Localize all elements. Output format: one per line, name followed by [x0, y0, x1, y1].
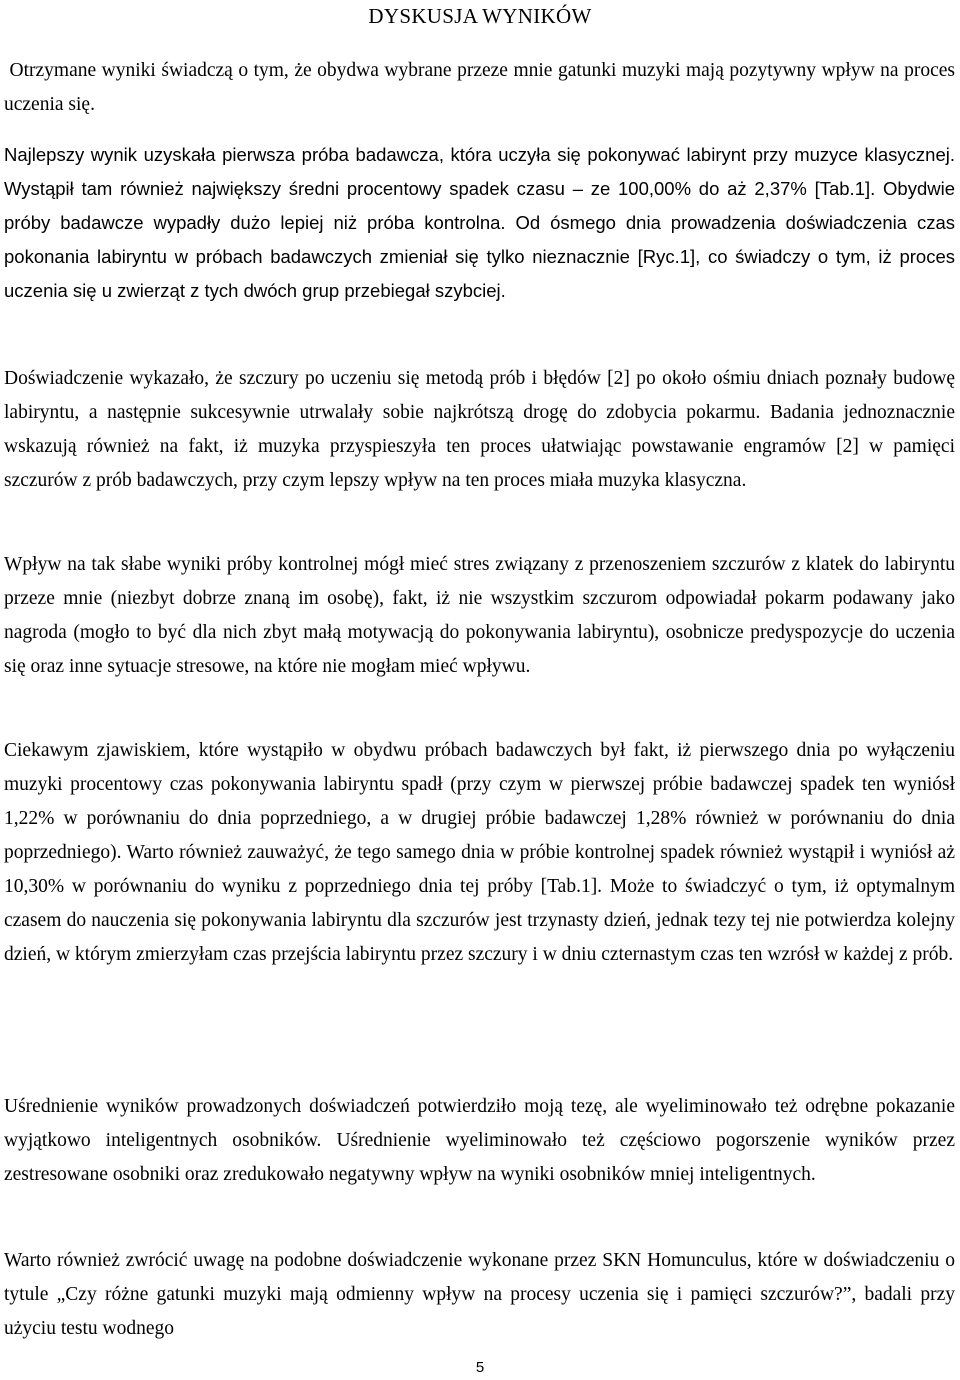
paragraph-6: Uśrednienie wyników prowadzonych doświadczeń potwierdziło moją tezę, ale wyeliminowało też odrębne pokazanie wyjątkowo inteligentnych osobników. Uśrednienie wyeliminowało też częściowo pogorszenie wyników przez zestresowane osobniki oraz zredukowało negatywny wpływ na wyniki osobników mniej inteligentnych. [4, 1096, 955, 1185]
paragraph-7: Warto również zwrócić uwagę na podobne doświadczenie wykonane przez SKN Homunculus, które w doświadczeniu o tytule „Czy różne gatunki muzyki mają odmienny wpływ na procesy uczenia się i pamięci szczurów?”, badali przy użyciu testu wodnego [4, 1250, 955, 1339]
paragraph-1: Otrzymane wyniki świadczą o tym, że obydwa wybrane przeze mnie gatunki muzyki mają pozytywny wpływ na proces uczenia się. [4, 60, 955, 115]
paragraph-2: Najlepszy wynik uzyskała pierwsza próba badawcza, która uczyła się pokonywać labirynt przy muzyce klasycznej. Wystąpił tam również największy średni procentowy spadek czasu – ze 100,00% do aż 2,37% [Tab.1]. Obydwie próby badawcze wypadły dużo lepiej niż próba kontrolna. Od ósmego dnia prowadzenia doświadczenia czas pokonania labiryntu w próbach badawczych zmieniał się tylko nieznacznie [Ryc.1], co świadczy o tym, iż proces uczenia się u zwierząt z tych dwóch grup przebiegał szybciej. [4, 144, 955, 301]
paragraph-3: Doświadczenie wykazało, że szczury po uczeniu się metodą prób i błędów [2] po około ośmiu dniach poznały budowę labiryntu, a następnie sukcesywnie utrwalały sobie najkrótszą drogę do zdobycia pokarmu. Badania jednoznacznie wskazują również na fakt, iż muzyka przyspieszyła ten proces ułatwiając powstawanie engramów [2] w pamięci szczurów z prób badawczych, przy czym lepszy wpływ na ten proces miała muzyka klasyczna. [4, 368, 955, 491]
paragraph-4: Wpływ na tak słabe wyniki próby kontrolnej mógł mieć stres związany z przenoszeniem szczurów z klatek do labiryntu przeze mnie (niezbyt dobrze znaną im osobę), fakt, iż nie wszystkim szczurom odpowiadał pokarm podawany jako nagroda (mogło to być dla nich zbyt małą motywacją do pokonywania labiryntu), osobnicze predyspozycje do uczenia się oraz inne sytuacje stresowe, na które nie mogłam mieć wpływu. [4, 554, 955, 677]
section-heading: DYSKUSJA WYNIKÓW [368, 4, 592, 28]
page-number: 5 [475, 1359, 485, 1376]
paragraph-5: Ciekawym zjawiskiem, które wystąpiło w obydwu próbach badawczych był fakt, iż pierwszego dnia po wyłączeniu muzyki procentowy czas pokonywania labiryntu spadł (przy czym w pierwszej próbie badawczej spadek ten wyniósł 1,22% w porównaniu do dnia poprzedniego, a w drugiej próbie badawczej 1,28% również w porównaniu do dnia poprzedniego). Warto również zauważyć, że tego samego dnia w próbie kontrolnej spadek również wystąpił i wyniósł aż 10,30% w porównaniu do wyniku z poprzedniego dnia tej próby [Tab.1]. Może to świadczyć o tym, iż optymalnym czasem do nauczenia się pokonywania labiryntu dla szczurów jest trzynasty dzień, jednak tezy tej nie potwierdza kolejny dzień, w którym zmierzyłam czas przejścia labiryntu przez szczury i w dniu czternastym czas ten wzrósł w każdej z prób. [4, 740, 955, 965]
